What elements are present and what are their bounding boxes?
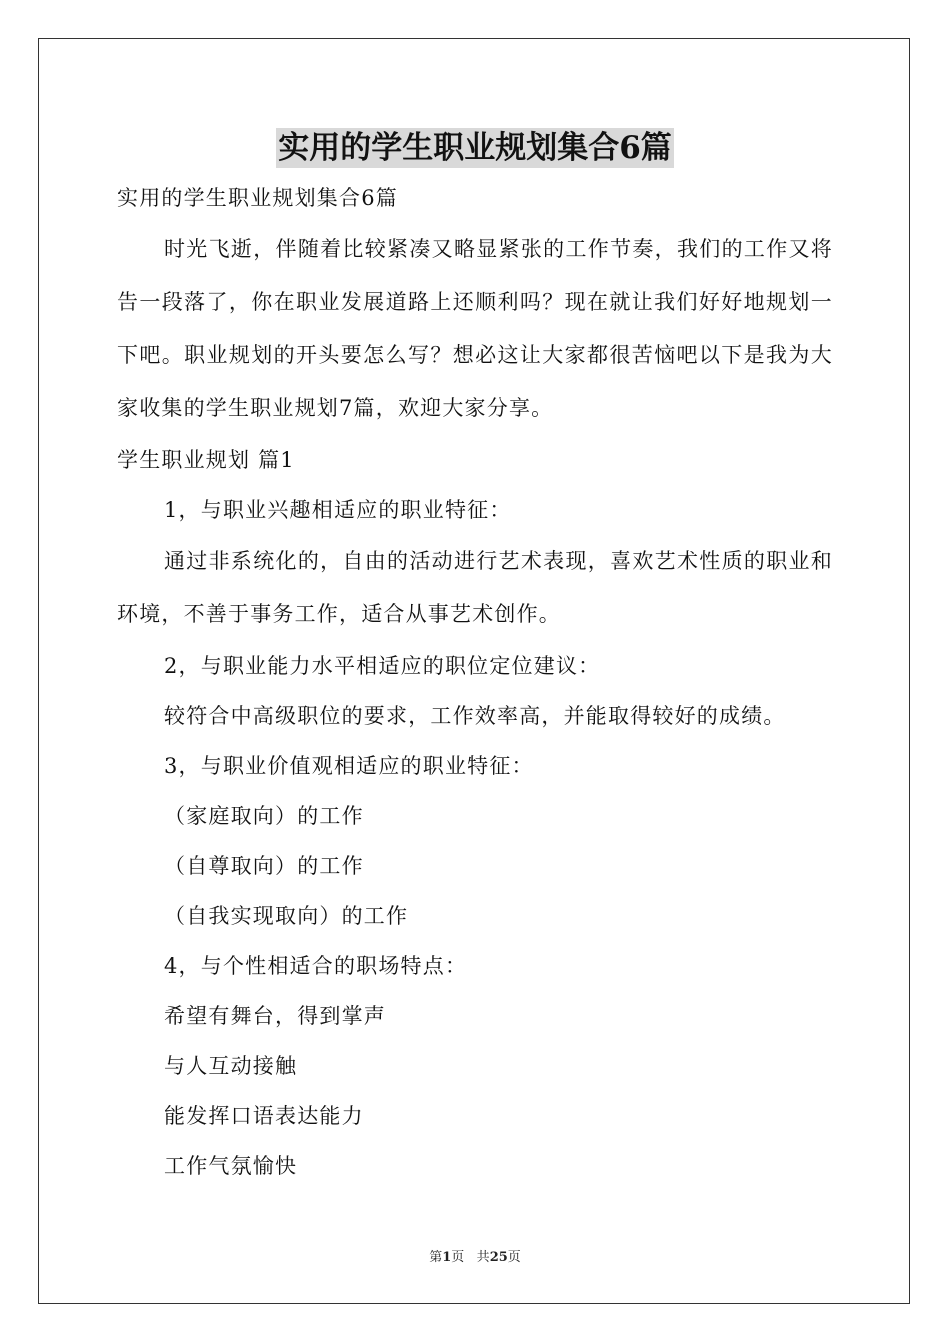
list-item: 与人互动接触 — [164, 1054, 298, 1078]
document-body — [117, 173, 833, 1191]
item3-heading: 3，与职业价值观相适应的职业特征： — [164, 754, 534, 778]
item4-heading: 4，与个性相适合的职场特点： — [164, 954, 468, 978]
document-title — [0, 128, 950, 168]
list-item: （自尊取向）的工作 — [164, 854, 364, 878]
page-number: 1 — [442, 1250, 452, 1265]
total-prefix: 共 — [476, 1250, 490, 1265]
document-title-text: 实用的学生职业规划集合6篇 — [278, 130, 672, 166]
list-item: （自我实现取向）的工作 — [164, 904, 409, 928]
document-subtitle: 实用的学生职业规划集合6篇 — [117, 186, 398, 210]
item1-text: 通过非系统化的，自由的活动进行艺术表现，喜欢艺术性质的职业和环境，不善于事务工作，适合从事艺术创作。 — [117, 549, 833, 626]
list-item: 工作气氛愉快 — [164, 1154, 298, 1178]
item1-heading: 1，与职业兴趣相适应的职业特征： — [164, 498, 512, 522]
list-item: （家庭取向）的工作 — [164, 804, 364, 828]
total-pages: 25 — [489, 1250, 508, 1265]
page-footer — [0, 1246, 950, 1265]
list-item: 希望有舞台，得到掌声 — [164, 1004, 386, 1028]
total-suffix: 页 — [507, 1250, 521, 1265]
section-heading: 学生职业规划 篇1 — [117, 448, 295, 472]
list-item: 能发挥口语表达能力 — [164, 1104, 364, 1128]
item2-text: 较符合中高级职位的要求，工作效率高，并能取得较好的成绩。 — [164, 704, 786, 728]
page-suffix: 页 — [451, 1250, 465, 1265]
page-prefix: 第 — [429, 1250, 443, 1265]
item2-heading: 2，与职业能力水平相适应的职位定位建议： — [164, 654, 601, 678]
intro-paragraph: 时光飞逝，伴随着比较紧凑又略显紧张的工作节奏，我们的工作又将告一段落了，你在职业发展道路上还顺利吗？现在就让我们好好地规划一下吧。职业规划的开头要怎么写？想必这让大家都很苦恼吧以下是我为大家收集的学生职业规划7篇，欢迎大家分享。 — [117, 237, 833, 420]
